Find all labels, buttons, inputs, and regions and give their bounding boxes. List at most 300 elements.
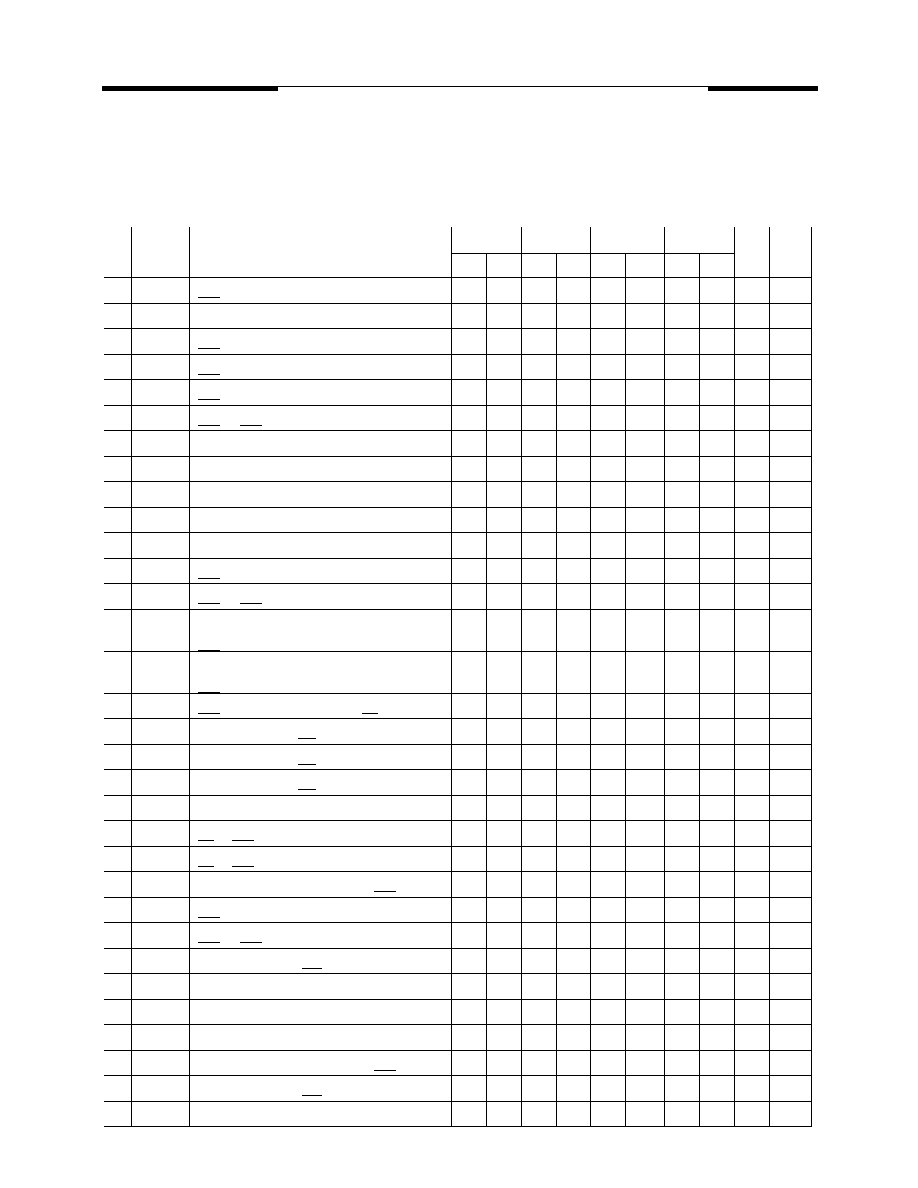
table-cell (451, 948, 486, 973)
table-cell (769, 507, 811, 532)
table-header-subcell (625, 253, 664, 277)
table-cell (699, 693, 734, 718)
table-cell (451, 609, 486, 651)
table-cell (521, 744, 556, 769)
table-cell (486, 1101, 521, 1126)
table-cell (699, 1024, 734, 1050)
table-cell (131, 558, 189, 583)
table-cell (104, 328, 131, 354)
table-header-subcell (556, 253, 590, 277)
table-cell (131, 973, 189, 999)
table-cell (625, 277, 664, 303)
table-cell (699, 871, 734, 897)
table-cell (734, 693, 769, 718)
table-cell (486, 328, 521, 354)
table-row (104, 456, 811, 481)
table-cell (734, 507, 769, 532)
table-cell (486, 948, 521, 973)
table-cell (699, 1050, 734, 1075)
table-cell (769, 897, 811, 922)
header-rule-left (102, 86, 278, 91)
table-cell (521, 379, 556, 405)
table-cell (131, 583, 189, 609)
table-cell (104, 1075, 131, 1101)
table-cell (664, 1075, 699, 1101)
table-cell (486, 558, 521, 583)
table-cell (625, 1101, 664, 1126)
table-cell (556, 693, 590, 718)
table-cell (486, 846, 521, 871)
table-cell (556, 1075, 590, 1101)
table-cell (556, 379, 590, 405)
table-header-subcell (664, 253, 699, 277)
table-cell (664, 430, 699, 456)
table-cell (131, 795, 189, 820)
table-cell (590, 651, 625, 693)
table-cell (131, 693, 189, 718)
header-rule-middle (278, 86, 708, 87)
table-cell (590, 456, 625, 481)
table-cell (590, 846, 625, 871)
table-cell (131, 718, 189, 744)
table-cell (521, 871, 556, 897)
table-cell (590, 973, 625, 999)
table-cell (556, 651, 590, 693)
table-cell (699, 795, 734, 820)
table-row (104, 973, 811, 999)
table-cell (625, 481, 664, 507)
table-cell (769, 948, 811, 973)
table-cell (664, 948, 699, 973)
table-cell (664, 609, 699, 651)
table-cell (625, 558, 664, 583)
table-row (104, 609, 811, 651)
table-cell (664, 277, 699, 303)
table-cell (131, 328, 189, 354)
table-cell (734, 303, 769, 328)
table-cell (769, 922, 811, 948)
table-cell (131, 277, 189, 303)
table-cell (486, 693, 521, 718)
table-cell (664, 1101, 699, 1126)
description-cell (189, 871, 451, 897)
table-cell (451, 820, 486, 846)
table-cell (521, 795, 556, 820)
table-cell (590, 277, 625, 303)
table-cell (521, 1101, 556, 1126)
table-cell (521, 1050, 556, 1075)
table-cell (769, 744, 811, 769)
table-cell (734, 558, 769, 583)
table-cell (131, 744, 189, 769)
table-cell (699, 303, 734, 328)
table-cell (664, 379, 699, 405)
table-cell (486, 1075, 521, 1101)
table-row (104, 693, 811, 718)
table-cell (556, 897, 590, 922)
table-cell (699, 558, 734, 583)
table-cell (486, 303, 521, 328)
table-cell (556, 718, 590, 744)
table-cell (521, 481, 556, 507)
table-row (104, 871, 811, 897)
description-cell (189, 430, 451, 456)
table-cell (734, 973, 769, 999)
overline-mark (302, 968, 322, 969)
table-cell (625, 693, 664, 718)
table-cell (625, 769, 664, 795)
table-cell (104, 948, 131, 973)
table-cell (734, 609, 769, 651)
description-cell (189, 405, 451, 430)
table-cell (590, 999, 625, 1024)
table-cell (769, 303, 811, 328)
table-cell (590, 769, 625, 795)
table-cell (699, 507, 734, 532)
table-cell (104, 922, 131, 948)
table-cell (769, 795, 811, 820)
table-cell (734, 1075, 769, 1101)
table-cell (625, 1024, 664, 1050)
table-cell (486, 999, 521, 1024)
table-cell (521, 354, 556, 379)
table-row (104, 846, 811, 871)
table-row (104, 1050, 811, 1075)
table-cell (521, 693, 556, 718)
description-cell (189, 973, 451, 999)
description-cell (189, 922, 451, 948)
table-cell (734, 405, 769, 430)
table-cell (734, 379, 769, 405)
table-cell (699, 277, 734, 303)
table-cell (486, 769, 521, 795)
table-cell (590, 354, 625, 379)
table-cell (486, 583, 521, 609)
table-cell (104, 583, 131, 609)
overline-mark (232, 866, 254, 867)
table-cell (521, 897, 556, 922)
table-cell (769, 1050, 811, 1075)
table-cell (521, 456, 556, 481)
table-cell (131, 1050, 189, 1075)
table-cell (769, 609, 811, 651)
table-cell (734, 897, 769, 922)
overline-mark (198, 399, 220, 400)
table-cell (734, 922, 769, 948)
table-cell (769, 999, 811, 1024)
table-cell (769, 354, 811, 379)
overline-mark (298, 738, 316, 739)
table-cell (486, 405, 521, 430)
table-cell (590, 507, 625, 532)
table-cell (625, 948, 664, 973)
table-cell (590, 405, 625, 430)
table-cell (521, 973, 556, 999)
table-cell (625, 430, 664, 456)
table-cell (486, 871, 521, 897)
table-cell (590, 379, 625, 405)
table-cell (699, 1075, 734, 1101)
table-cell (664, 558, 699, 583)
table-cell (131, 532, 189, 558)
table-cell (590, 583, 625, 609)
table-cell (625, 973, 664, 999)
table-cell (104, 507, 131, 532)
overline-mark (298, 789, 316, 790)
table-cell (131, 405, 189, 430)
table-row (104, 795, 811, 820)
table-cell (734, 328, 769, 354)
table-cell (104, 871, 131, 897)
table-cell (699, 718, 734, 744)
table-cell (104, 769, 131, 795)
table-header-subcell (590, 253, 625, 277)
description-cell (189, 948, 451, 973)
table-cell (556, 846, 590, 871)
table-row (104, 507, 811, 532)
table-cell (104, 846, 131, 871)
table-cell (556, 871, 590, 897)
description-cell (189, 354, 451, 379)
table-cell (556, 558, 590, 583)
table-cell (521, 328, 556, 354)
table-cell (486, 354, 521, 379)
table-row (104, 328, 811, 354)
table-cell (769, 1101, 811, 1126)
overline-mark (240, 603, 262, 604)
table-cell (625, 1050, 664, 1075)
table-cell (769, 693, 811, 718)
table-cell (131, 1075, 189, 1101)
table-cell (451, 558, 486, 583)
table-cell (590, 820, 625, 846)
table-cell (556, 922, 590, 948)
table-cell (104, 609, 131, 651)
table-cell (699, 456, 734, 481)
table-cell (486, 456, 521, 481)
table-cell (521, 769, 556, 795)
table-cell (104, 532, 131, 558)
description-cell (189, 693, 451, 718)
table-cell (131, 1101, 189, 1126)
table-row (104, 1024, 811, 1050)
table-cell (590, 1050, 625, 1075)
table-cell (734, 871, 769, 897)
table-cell (521, 846, 556, 871)
table-row (104, 532, 811, 558)
table-cell (769, 820, 811, 846)
pin-table (104, 227, 812, 1127)
table-cell (486, 795, 521, 820)
table-cell (590, 922, 625, 948)
table-cell (556, 303, 590, 328)
table-row (104, 744, 811, 769)
table-cell (625, 303, 664, 328)
table-cell (590, 328, 625, 354)
table-row (104, 1101, 811, 1126)
table-cell (451, 693, 486, 718)
table-cell (451, 846, 486, 871)
overline-mark (374, 1070, 396, 1071)
table-cell (664, 583, 699, 609)
table-cell (451, 1101, 486, 1126)
description-cell (189, 456, 451, 481)
table-cell (734, 651, 769, 693)
table-cell (451, 328, 486, 354)
table-cell (734, 846, 769, 871)
description-cell (189, 1101, 451, 1126)
table-cell (590, 481, 625, 507)
table-cell (734, 744, 769, 769)
table-cell (131, 948, 189, 973)
table-cell (769, 973, 811, 999)
table-cell (625, 532, 664, 558)
table-cell (625, 922, 664, 948)
table-cell (556, 999, 590, 1024)
table-cell (664, 354, 699, 379)
description-cell (189, 328, 451, 354)
table-cell (769, 1075, 811, 1101)
table-cell (734, 769, 769, 795)
table-cell (590, 948, 625, 973)
table-cell (104, 1050, 131, 1075)
table-cell (664, 405, 699, 430)
table-cell (734, 532, 769, 558)
table-cell (104, 693, 131, 718)
table-row (104, 769, 811, 795)
description-cell (189, 718, 451, 744)
table-cell (590, 897, 625, 922)
overline-mark (198, 650, 220, 651)
table-cell (521, 558, 556, 583)
overline-mark (298, 764, 316, 765)
table-cell (734, 277, 769, 303)
table-cell (625, 820, 664, 846)
table-cell (664, 922, 699, 948)
table-cell (521, 948, 556, 973)
table-cell (486, 379, 521, 405)
table-cell (486, 609, 521, 651)
table-cell (521, 718, 556, 744)
description-cell (189, 769, 451, 795)
table-cell (486, 922, 521, 948)
table-cell (625, 405, 664, 430)
table-cell (104, 820, 131, 846)
table-cell (131, 354, 189, 379)
table-cell (451, 456, 486, 481)
table-cell (486, 1024, 521, 1050)
table-cell (664, 303, 699, 328)
description-cell (189, 795, 451, 820)
table-cell (556, 948, 590, 973)
description-cell (189, 583, 451, 609)
table-cell (451, 430, 486, 456)
table-cell (699, 948, 734, 973)
table-cell (590, 558, 625, 583)
table-cell (521, 303, 556, 328)
table-cell (625, 1075, 664, 1101)
table-header-group (451, 227, 521, 253)
table-cell (664, 769, 699, 795)
table-cell (451, 744, 486, 769)
table-cell (486, 744, 521, 769)
table-cell (131, 846, 189, 871)
table-cell (556, 583, 590, 609)
overline-mark (198, 374, 220, 375)
overline-mark (240, 425, 262, 426)
table-cell (664, 846, 699, 871)
table-cell (769, 871, 811, 897)
table-cell (556, 744, 590, 769)
table-cell (699, 897, 734, 922)
table-cell (699, 820, 734, 846)
overline-mark (198, 692, 220, 693)
table-cell (131, 303, 189, 328)
table-cell (556, 507, 590, 532)
table-cell (699, 405, 734, 430)
overline-mark (240, 942, 262, 943)
description-cell (189, 481, 451, 507)
table-cell (451, 1075, 486, 1101)
table-row (104, 922, 811, 948)
table-cell (131, 651, 189, 693)
table-cell (625, 795, 664, 820)
overline-mark (198, 866, 214, 867)
table-row (104, 897, 811, 922)
table-cell (486, 532, 521, 558)
table-cell (769, 532, 811, 558)
table-cell (699, 922, 734, 948)
table-header-subcell (451, 253, 486, 277)
table-cell (556, 1101, 590, 1126)
table-cell (104, 354, 131, 379)
table-cell (769, 1024, 811, 1050)
table-cell (699, 379, 734, 405)
table-cell (131, 769, 189, 795)
table-cell (104, 558, 131, 583)
overline-mark (198, 348, 220, 349)
table-cell (451, 871, 486, 897)
table-cell (664, 820, 699, 846)
table-cell (451, 379, 486, 405)
description-cell (189, 507, 451, 532)
table-cell (451, 922, 486, 948)
table-cell (625, 583, 664, 609)
table-cell (734, 948, 769, 973)
table-cell (590, 609, 625, 651)
table-cell (521, 922, 556, 948)
table-row (104, 277, 811, 303)
table-row (104, 718, 811, 744)
table-cell (556, 820, 590, 846)
description-cell (189, 651, 451, 693)
table-cell (104, 303, 131, 328)
table-cell (486, 1050, 521, 1075)
table-cell (104, 277, 131, 303)
table-cell (734, 481, 769, 507)
table-cell (104, 430, 131, 456)
table-cell (625, 354, 664, 379)
table-cell (104, 744, 131, 769)
table-cell (590, 693, 625, 718)
table-row (104, 651, 811, 693)
table-cell (625, 718, 664, 744)
table-row (104, 430, 811, 456)
table-cell (664, 744, 699, 769)
table-cell (699, 1101, 734, 1126)
table-cell (486, 718, 521, 744)
table-cell (590, 795, 625, 820)
